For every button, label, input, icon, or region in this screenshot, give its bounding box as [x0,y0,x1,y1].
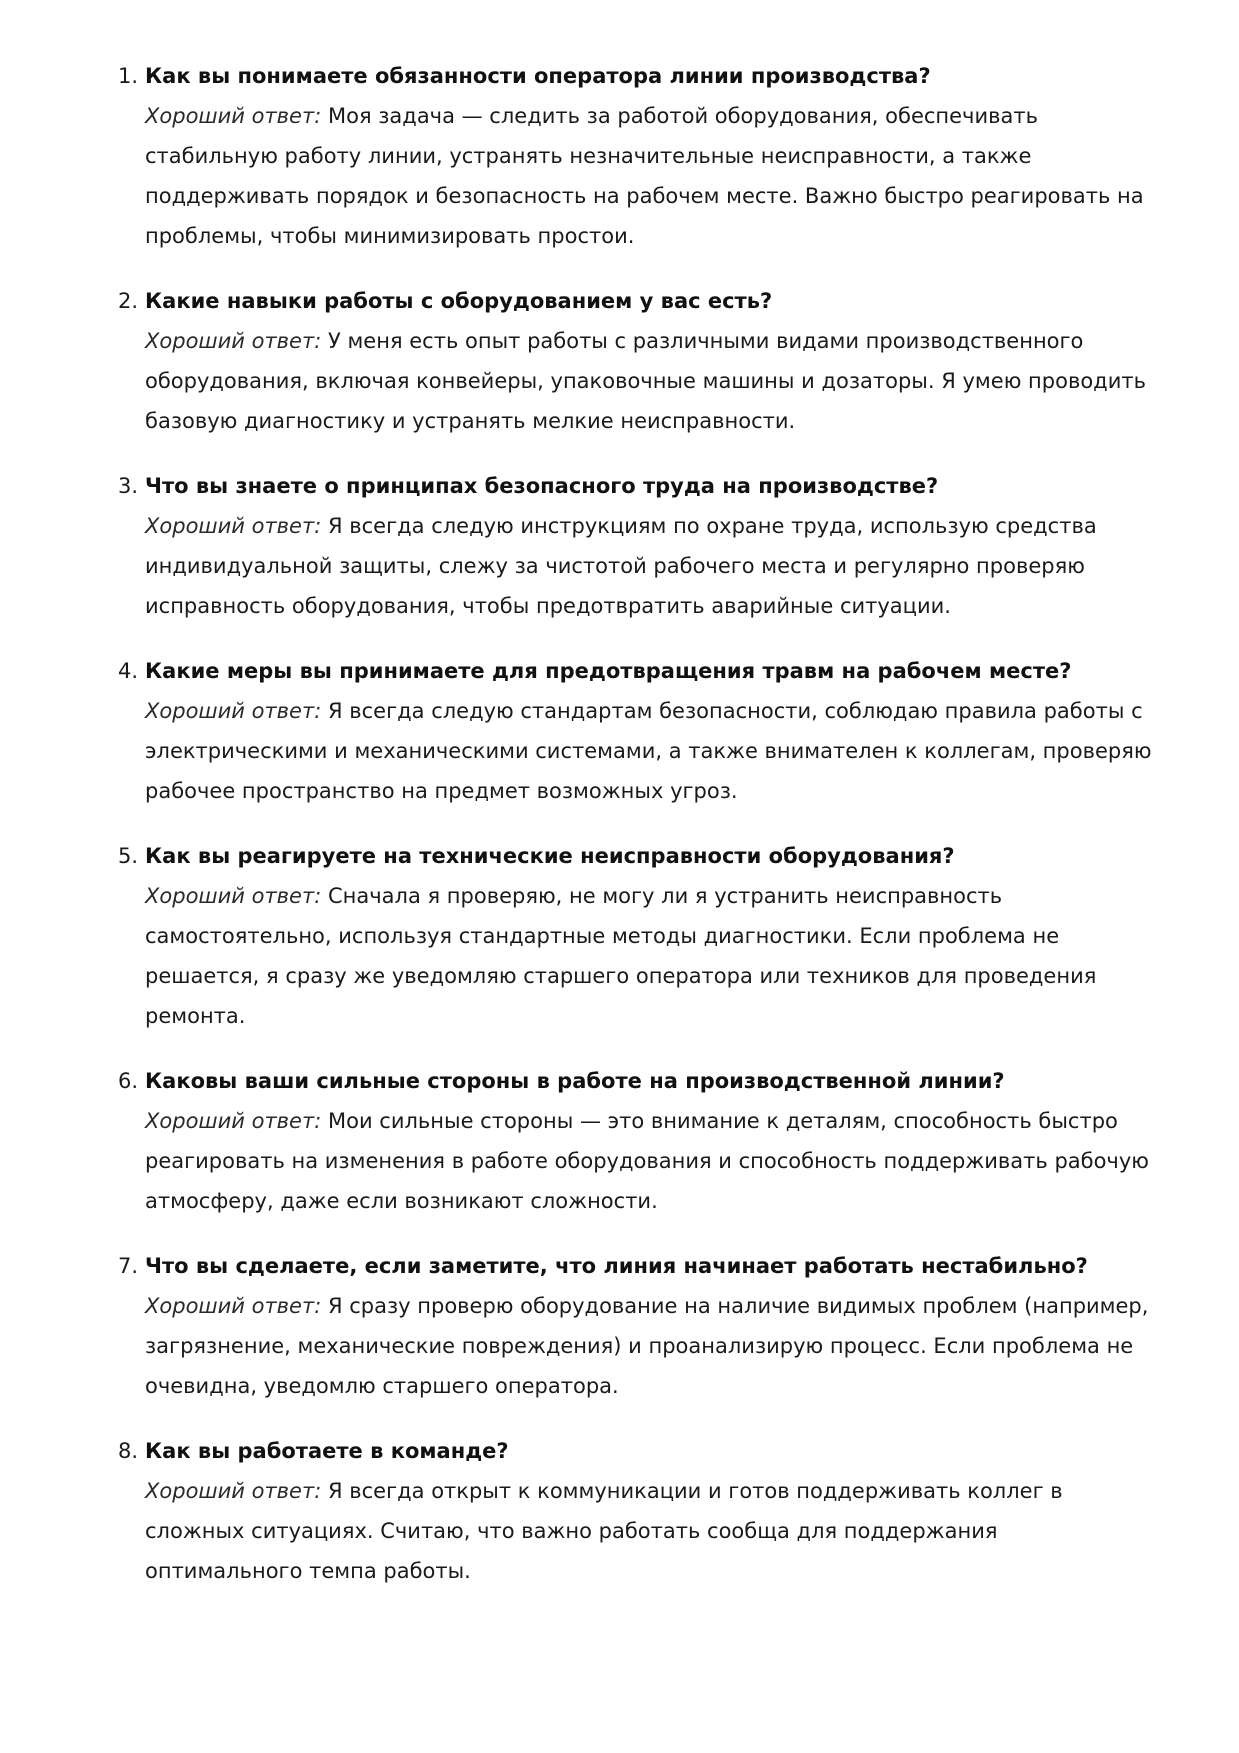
list-item [118,466,1158,626]
answer-label: Хороший ответ: [145,884,322,908]
list-item [118,836,1158,1036]
answer-label: Хороший ответ: [145,1109,322,1133]
question-text: Какие меры вы принимаете для предотвращения травм на рабочем месте? [145,659,1072,683]
list-item [118,1431,1158,1591]
item-number: 5. [118,844,139,868]
question-text: Каковы ваши сильные стороны в работе на производственной линии? [145,1069,1005,1093]
answer-text: Сначала я проверяю, не могу ли я устранить неисправность самостоятельно, используя стандартные методы диагностики. Если проблема не решается, я сразу же уведомляю старшего оператора или техников для проведения ремонта. [145,884,1097,1028]
item-number: 7. [118,1254,139,1278]
item-number: 3. [118,474,139,498]
answer-paragraph [145,1471,1158,1591]
answer-paragraph [145,96,1158,256]
list-item [118,1061,1158,1221]
answer-label: Хороший ответ: [145,514,322,538]
list-item [118,281,1158,441]
list-item [118,56,1158,256]
question-list [118,56,1158,1616]
answer-label: Хороший ответ: [145,1479,322,1503]
answer-label: Хороший ответ: [145,1294,322,1318]
answer-text: Моя задача — следить за работой оборудования, обеспечивать стабильную работу линии, устранять незначительные неисправности, а также поддерживать порядок и безопасность на рабочем месте. Важно быстро реагировать на проблемы, чтобы минимизировать простои. [145,104,1144,248]
answer-text: Мои сильные стороны — это внимание к деталям, способность быстро реагировать на изменения в работе оборудования и способность поддерживать рабочую атмосферу, даже если возникают сложности. [145,1109,1149,1213]
answer-paragraph [145,1286,1158,1406]
answer-label: Хороший ответ: [145,329,322,353]
answer-text: Я всегда следую инструкциям по охране труда, использую средства индивидуальной защиты, слежу за чистотой рабочего места и регулярно проверяю исправность оборудования, чтобы предотвратить аварийные ситуации. [145,514,1097,618]
list-item [118,651,1158,811]
question-text: Как вы реагируете на технические неисправности оборудования? [145,844,955,868]
answer-paragraph [145,691,1158,811]
question-text: Что вы знаете о принципах безопасного труда на производстве? [145,474,939,498]
question-text: Что вы сделаете, если заметите, что линия начинает работать нестабильно? [145,1254,1088,1278]
item-number: 8. [118,1439,139,1463]
answer-label: Хороший ответ: [145,104,322,128]
answer-text: У меня есть опыт работы с различными видами производственного оборудования, включая конвейеры, упаковочные машины и дозаторы. Я умею проводить базовую диагностику и устранять мелкие неисправности. [145,329,1146,433]
answer-paragraph [145,506,1158,626]
answer-paragraph [145,876,1158,1036]
answer-label: Хороший ответ: [145,699,322,723]
item-number: 2. [118,289,139,313]
item-number: 6. [118,1069,139,1093]
item-number: 1. [118,64,139,88]
answer-text: Я сразу проверю оборудование на наличие видимых проблем (например, загрязнение, механические повреждения) и проанализирую процесс. Если проблема не очевидна, уведомлю старшего оператора. [145,1294,1149,1398]
question-text: Как вы работаете в команде? [145,1439,509,1463]
item-number: 4. [118,659,139,683]
question-text: Какие навыки работы с оборудованием у вас есть? [145,289,773,313]
answer-text: Я всегда открыт к коммуникации и готов поддерживать коллег в сложных ситуациях. Считаю, что важно работать сообща для поддержания оптимального темпа работы. [145,1479,1063,1583]
answer-text: Я всегда следую стандартам безопасности, соблюдаю правила работы с электрическими и механическими системами, а также внимателен к коллегам, проверяю рабочее пространство на предмет возможных угроз. [145,699,1152,803]
answer-paragraph [145,321,1158,441]
question-text: Как вы понимаете обязанности оператора линии производства? [145,64,931,88]
answer-paragraph [145,1101,1158,1221]
list-item [118,1246,1158,1406]
